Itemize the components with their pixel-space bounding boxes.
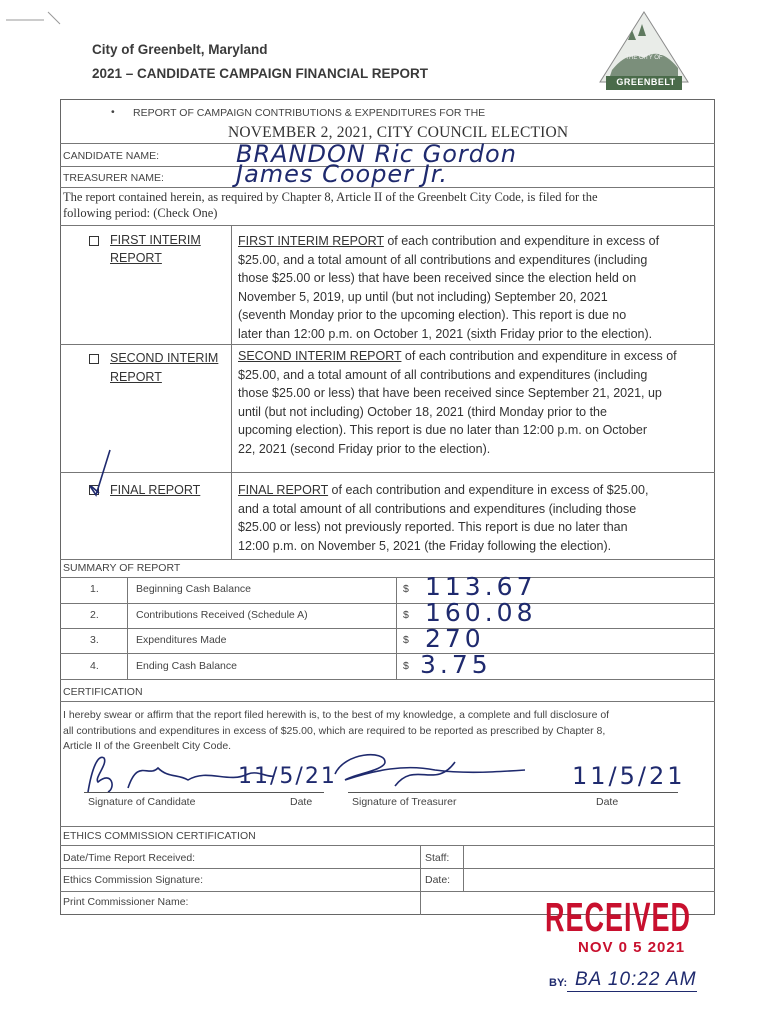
first-interim-description: FIRST INTERIM REPORT of each contribution and expenditure in excess of $25.00, and a total amount of all contributions and expenditures (including those $25.00 or less) that have been received since the election held on November 5, 2019, up until (but not including) September 20, 2021 (seventh Monday prior to the upcoming election). This report is due no later than 12:00 p.m. on October 1, 2021 (sixth Friday prior to the election). [238, 234, 660, 341]
period-statement-line1: The report contained herein, as required by Chapter 8, Article II of the Greenbelt City Code, is filed for the [63, 190, 598, 204]
candidate-signature-label: Signature of Candidate [88, 796, 196, 808]
currency-sign: $ [403, 609, 409, 621]
stamp-by-label: BY: [549, 977, 568, 989]
divider [60, 187, 715, 188]
divider [60, 603, 715, 604]
divider [60, 559, 715, 560]
second-interim-description: SECOND INTERIM REPORT of each contribution and expenditure in excess of $25.00, and a total amount of all contributions and expenditures (including those $25.00 or less) that have been received since September 21, 2021, up until (but not including) October 18, 2021 (third Monday prior to the upcoming election). This report is due no later than 12:00 p.m. on October 22, 2021 (second Friday prior to the election). [238, 349, 677, 456]
second-interim-label: SECOND INTERIM [110, 351, 219, 365]
candidate-date-value: 11/5/21 [238, 764, 337, 789]
received-label: Date/Time Report Received: [63, 852, 196, 864]
stamp-date: NOV 0 5 2021 [578, 939, 686, 956]
signature-line [84, 792, 324, 793]
column-divider [420, 845, 421, 915]
summary-row-label: Ending Cash Balance [136, 660, 237, 672]
candidate-label: CANDIDATE NAME: [63, 150, 160, 162]
commissioner-name-label: Print Commissioner Name: [63, 896, 189, 908]
stamp-line [567, 991, 697, 992]
beginning-cash-value: 113.67 [425, 572, 537, 601]
currency-sign: $ [403, 634, 409, 646]
election-title: NOVEMBER 2, 2021, CITY COUNCIL ELECTION [228, 124, 569, 141]
divider [60, 891, 715, 892]
logo-text-top: THE CITY OF [625, 55, 663, 61]
summary-row-num: 2. [90, 609, 99, 621]
second-interim-checkbox[interactable] [89, 354, 99, 364]
ending-cash-value: 3.75 [420, 650, 492, 679]
final-report-description: FINAL REPORT of each contribution and expenditure in excess of $25.00, and a total amount of all contributions and expenditures (including those $25.00 or less) not previously reported. This report is due no later than 12:00 p.m. on November 5, 2021 (the Friday following the election). [238, 483, 649, 553]
final-report-label: FINAL REPORT [110, 483, 201, 497]
summary-row-num: 1. [90, 583, 99, 595]
currency-sign: $ [403, 583, 409, 595]
divider [60, 628, 715, 629]
logo-text: GREENBELT [616, 77, 676, 87]
second-interim-label-2: REPORT [110, 370, 162, 384]
period-statement-line2: following period: (Check One) [63, 206, 218, 220]
divider [60, 344, 715, 345]
ethics-date-label: Date: [425, 874, 451, 886]
candidate-name-value: BRANDON Ric Gordon [236, 140, 517, 168]
city-heading: City of Greenbelt, Maryland [92, 42, 268, 57]
report-intro [111, 106, 486, 119]
divider [60, 701, 715, 702]
summary-row-label: Contributions Received (Schedule A) [136, 609, 308, 621]
summary-row-label: Expenditures Made [136, 634, 227, 646]
divider [60, 225, 715, 226]
expenditures-value: 270 [425, 624, 485, 653]
treasurer-date-label: Date [596, 796, 619, 808]
bullet-icon: • [111, 106, 115, 118]
staff-label: Staff: [425, 852, 450, 864]
treasurer-label: TREASURER NAME: [63, 172, 164, 184]
stamp-received-text: RECEIVED [545, 895, 692, 940]
currency-sign: $ [403, 660, 409, 672]
summary-row-label: Beginning Cash Balance [136, 583, 251, 595]
divider [60, 577, 715, 578]
report-title: 2021 – CANDIDATE CAMPAIGN FINANCIAL REPORT [92, 66, 429, 81]
divider [60, 679, 715, 680]
first-interim-label: FIRST INTERIM [110, 233, 201, 247]
first-interim-label-2: REPORT [110, 251, 162, 265]
treasurer-date-value: 11/5/21 [572, 762, 686, 790]
first-interim-heading: FIRST INTERIM REPORT [238, 234, 384, 248]
divider [60, 472, 715, 473]
signature-line [348, 792, 678, 793]
column-divider [231, 225, 232, 559]
second-interim-heading: SECOND INTERIM REPORT [238, 349, 402, 363]
report-intro-text: REPORT OF CAMPAIGN CONTRIBUTIONS & EXPENDITURES FOR THE [133, 107, 486, 119]
contributions-value: 160.08 [425, 598, 537, 627]
certification-title: CERTIFICATION [63, 686, 143, 698]
candidate-date-label: Date [290, 796, 313, 808]
ethics-title: ETHICS COMMISSION CERTIFICATION [63, 830, 256, 842]
ethics-signature-label: Ethics Commission Signature: [63, 874, 204, 886]
divider [60, 868, 715, 869]
treasurer-signature [325, 750, 555, 798]
first-interim-checkbox[interactable] [89, 236, 99, 246]
scan-mark [4, 6, 64, 26]
divider [60, 845, 715, 846]
summary-row-num: 3. [90, 634, 99, 646]
treasurer-signature-label: Signature of Treasurer [352, 796, 457, 808]
stamp-by-value: BA 10:22 AM [575, 969, 697, 990]
final-report-heading: FINAL REPORT [238, 483, 329, 497]
treasurer-name-value: James Cooper Jr. [236, 160, 449, 188]
summary-row-num: 4. [90, 660, 99, 672]
certification-text: I hereby swear or affirm that the report filed herewith is, to the best of my knowledge, a complete and full disclosure of all contributions and expenditures in excess of $25.00, which are required to be reported as prescribed by Chapter 8, Article II of the Greenbelt City Code. [63, 709, 610, 752]
summary-title: SUMMARY OF REPORT [63, 562, 181, 574]
divider [60, 826, 715, 827]
received-stamp [545, 895, 705, 1015]
divider [60, 653, 715, 654]
